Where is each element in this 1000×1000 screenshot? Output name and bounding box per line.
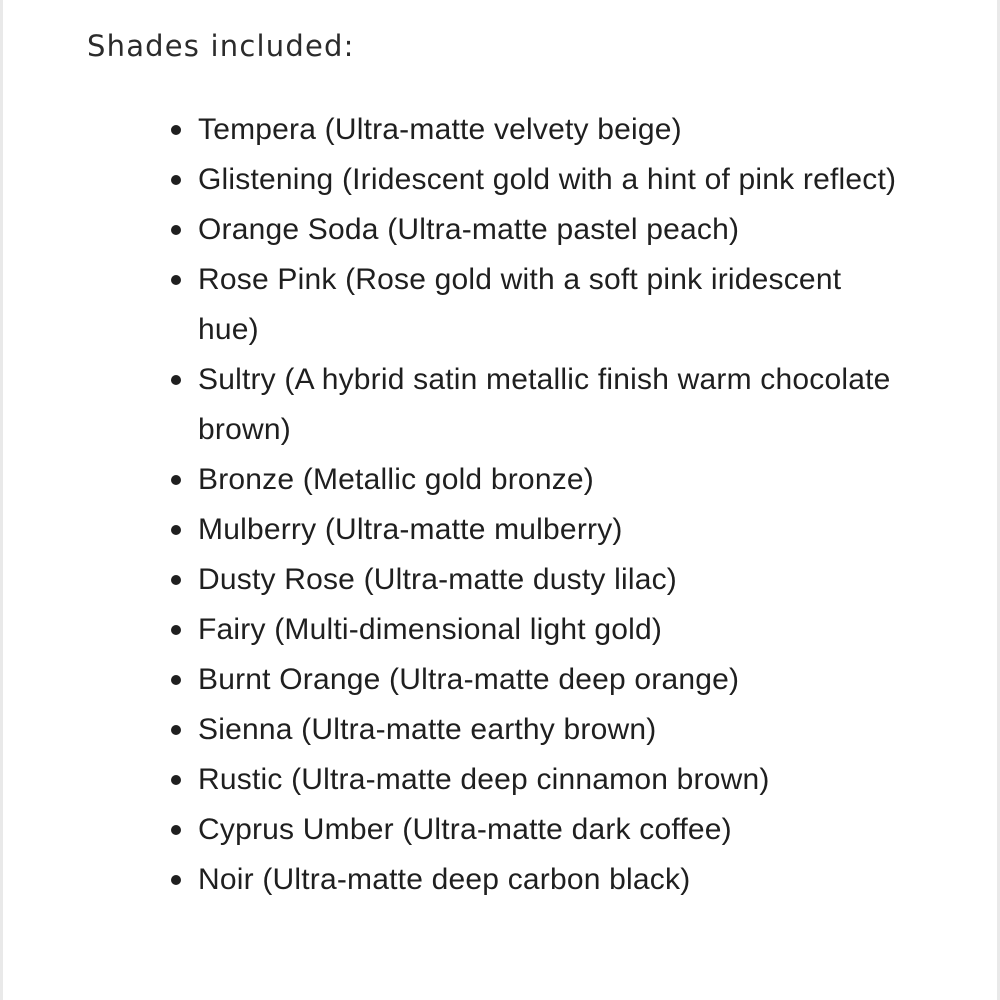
shade-list-item: Glistening (Iridescent gold with a hint of pink reflect) (3, 155, 903, 205)
shade-list-item: Mulberry (Ultra-matte mulberry) (3, 505, 903, 555)
shade-list-item: Sienna (Ultra-matte earthy brown) (3, 705, 903, 755)
shade-list (3, 105, 903, 905)
shade-list-item: Cyprus Umber (Ultra-matte dark coffee) (3, 805, 903, 855)
shade-list-item: Bronze (Metallic gold bronze) (3, 455, 903, 505)
content-page (3, 0, 997, 1000)
shade-list-item: Dusty Rose (Ultra-matte dusty lilac) (3, 555, 903, 605)
shade-list-item: Sultry (A hybrid satin metallic finish warm chocolate brown) (3, 355, 903, 455)
shade-list-item: Tempera (Ultra-matte velvety beige) (3, 105, 903, 155)
section-heading: Shades included: (87, 29, 355, 63)
shade-list-item: Fairy (Multi-dimensional light gold) (3, 605, 903, 655)
shade-list-item: Noir (Ultra-matte deep carbon black) (3, 855, 903, 905)
shade-list-item: Burnt Orange (Ultra-matte deep orange) (3, 655, 903, 705)
shade-list-item: Orange Soda (Ultra-matte pastel peach) (3, 205, 903, 255)
shade-list-item: Rustic (Ultra-matte deep cinnamon brown) (3, 755, 903, 805)
shade-list-item: Rose Pink (Rose gold with a soft pink iridescent hue) (3, 255, 903, 355)
